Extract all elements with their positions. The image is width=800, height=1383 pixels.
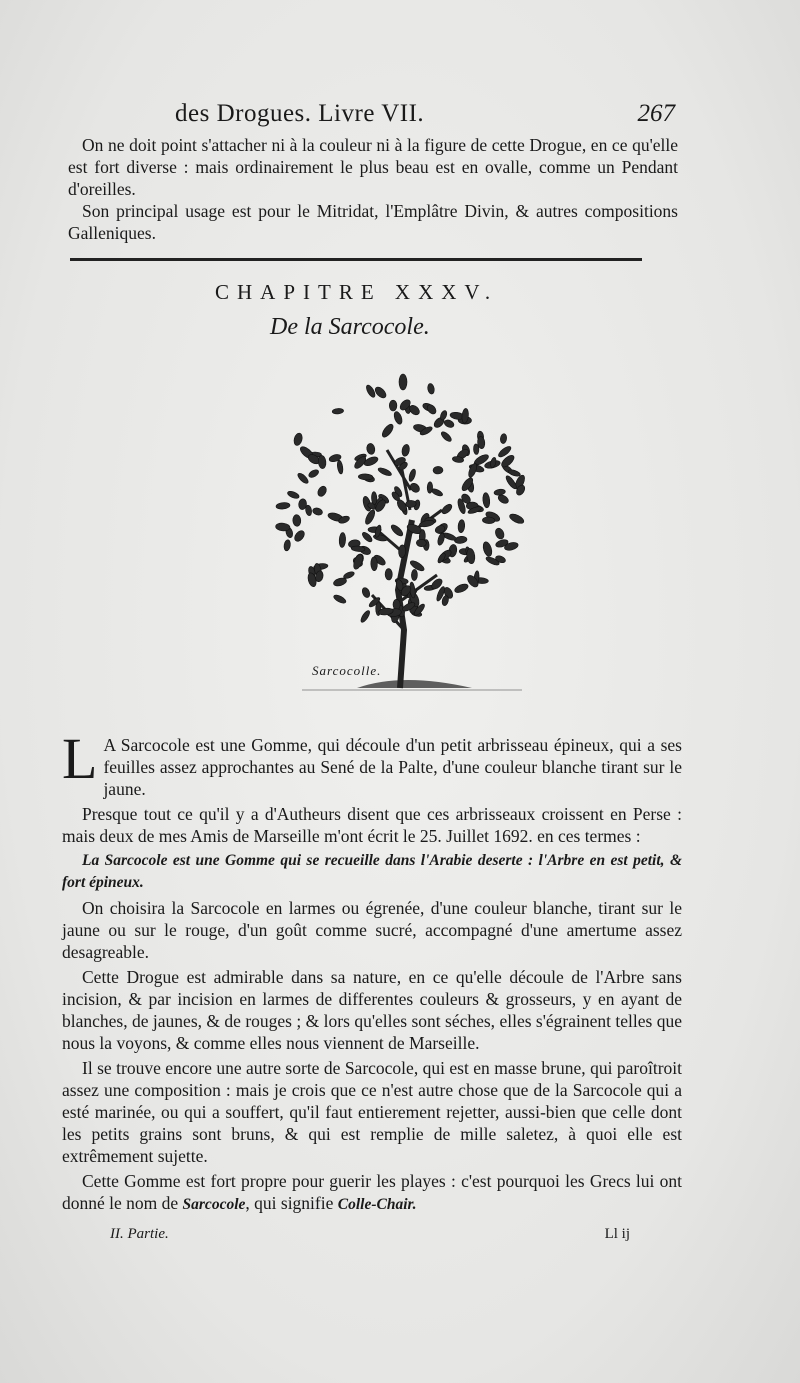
chapter-body — [62, 726, 682, 1219]
term-colle-chair: Colle-Chair. — [337, 1196, 417, 1213]
leaf — [316, 485, 328, 498]
chapter-title: De la Sarcocole. — [270, 314, 430, 340]
leaf — [458, 519, 466, 533]
leaf — [333, 593, 348, 604]
leaf — [332, 408, 344, 414]
intro-text-1: On ne doit point s'attacher ni à la couleur ni à la figure de cette Drogue, en ce qu'elle est fort diverse : mais ordinairement le plus beau est en ovalle, comme un Pendant d'oreilles. — [68, 135, 678, 199]
term-sarcocole: Sarcocole — [182, 1196, 246, 1213]
leaf — [401, 444, 410, 457]
body-paragraph-3: On choisira la Sarcocole en larmes ou égrenée, d'une couleur blanche, tirant sur le jaune ou sur le rouge, d'un goût comme sucré, accompagné d'une amertume assez desagreable. — [62, 898, 682, 962]
leaf — [437, 532, 446, 546]
leaf — [276, 502, 291, 510]
leaf — [293, 529, 307, 543]
leaf — [494, 488, 506, 496]
intro-text-2: Son principal usage est pour le Mitridat, l'Emplâtre Divin, & autres compositions Galleniques. — [68, 201, 678, 243]
page-footer — [110, 1226, 630, 1246]
leaf — [433, 466, 443, 474]
leaf — [287, 490, 300, 500]
drop-cap: L — [62, 726, 98, 791]
body-paragraph-5: Il se trouve encore une autre sorte de Sarcocole, qui est en masse brune, qui paroîtroit assez une composition : mais je crois que ce n'est autre chose que de la Sarcocole qui a esté marinée, ou qui a souffert, qu'il faut entierement rejetter, aussi-bien que celle dont les petits grains sont bruns, & qui est remplie de mille saletez, à quoi elle est extrêmement sujette. — [62, 1058, 682, 1166]
leaf-bud — [399, 374, 407, 390]
leaf — [439, 410, 448, 421]
body-text-1: A Sarcocole est une Gomme, qui découle d'un petit arbrisseau épineux, qui a ses feuilles assez approchantes au Sené de la Palte, d'une couleur blanche tirant sur le jaune. — [103, 735, 682, 799]
leaf — [427, 482, 433, 494]
leaf — [366, 443, 376, 455]
leaf — [427, 383, 435, 395]
page-number: 267 — [637, 100, 675, 127]
leaf — [373, 385, 388, 400]
leaf — [371, 557, 378, 571]
leaf — [364, 509, 377, 526]
leaf — [482, 541, 494, 558]
body-paragraph-4: Cette Drogue est admirable dans sa nature, en ce qu'elle découle de l'Arbre sans incision, & par incision en larmes de differentes couleurs & grosseurs, y en ayant de blanches, de jaunes, & de rouges ; & lors qu'elles sont séches, elles s'égrainent telles que nous la voyons, & comme elles nous viennent de Marseille. — [62, 967, 682, 1053]
leaf — [409, 559, 426, 573]
figure-caption: Sarcocolle. — [312, 663, 382, 678]
chapter-heading: CHAPITRE XXXV. — [215, 280, 499, 304]
leaf — [283, 539, 291, 551]
sarcocolle-tree-engraving — [262, 370, 542, 705]
leaf — [359, 609, 371, 623]
gathering-mark: Ll ij — [604, 1226, 630, 1242]
leaf — [440, 430, 453, 443]
leaf — [482, 492, 490, 508]
body-quote: La Sarcocole est une Gomme qui se recueille dans l'Arabie deserte : l'Arbre en est petit, & fort épineux. — [62, 852, 682, 891]
leaf — [358, 474, 373, 481]
running-title: des Drogues. Livre VII. — [175, 100, 425, 127]
leaf — [361, 531, 374, 544]
leaf — [336, 460, 343, 474]
intro-paragraph-2 — [68, 200, 678, 248]
intro-paragraph-1 — [68, 134, 678, 204]
section-divider-rule — [70, 258, 642, 261]
leaf — [292, 514, 301, 526]
leaf — [293, 432, 304, 446]
signature-mark: II. Partie. — [110, 1226, 169, 1242]
leaf — [443, 418, 455, 428]
running-head — [175, 100, 685, 134]
leaf — [393, 599, 400, 610]
leaf — [393, 411, 404, 426]
leaf — [343, 570, 356, 579]
leaf — [318, 455, 327, 469]
leaf — [380, 422, 395, 438]
leaf — [453, 582, 469, 594]
leaf — [408, 468, 417, 482]
leaf — [307, 468, 319, 479]
leaf — [312, 507, 324, 517]
leaf — [365, 384, 377, 399]
tree-foliage — [275, 374, 526, 624]
leaf — [296, 472, 310, 485]
leaf — [500, 433, 508, 444]
leaf — [389, 400, 397, 411]
leaf — [409, 481, 422, 494]
leaf — [440, 502, 453, 515]
body-text-6b: , qui signifie — [245, 1193, 338, 1213]
body-paragraph-6 — [62, 1170, 682, 1216]
leaf — [494, 527, 506, 540]
leaf — [361, 586, 371, 598]
leaf — [371, 492, 377, 505]
body-text-6a: Cette Gomme est fort propre pour guerir les playes : c'est pourquoi les Grecs lui ont donné le nom de — [62, 1171, 682, 1213]
leaf — [385, 569, 392, 581]
leaf — [377, 466, 392, 477]
leaf — [275, 522, 290, 531]
leaf — [389, 523, 404, 538]
leaf — [339, 532, 346, 547]
body-paragraph-2: Presque tout ce qu'il y a d'Autheurs disent que ces arbrisseaux croissent en Perse : mais deux de mes Amis de Marseille m'ont écrit le 25. Juillet 1692. en ces termes : — [62, 804, 682, 846]
leaf — [508, 512, 525, 525]
body-paragraph-1 — [62, 726, 682, 800]
leaf — [411, 569, 417, 580]
